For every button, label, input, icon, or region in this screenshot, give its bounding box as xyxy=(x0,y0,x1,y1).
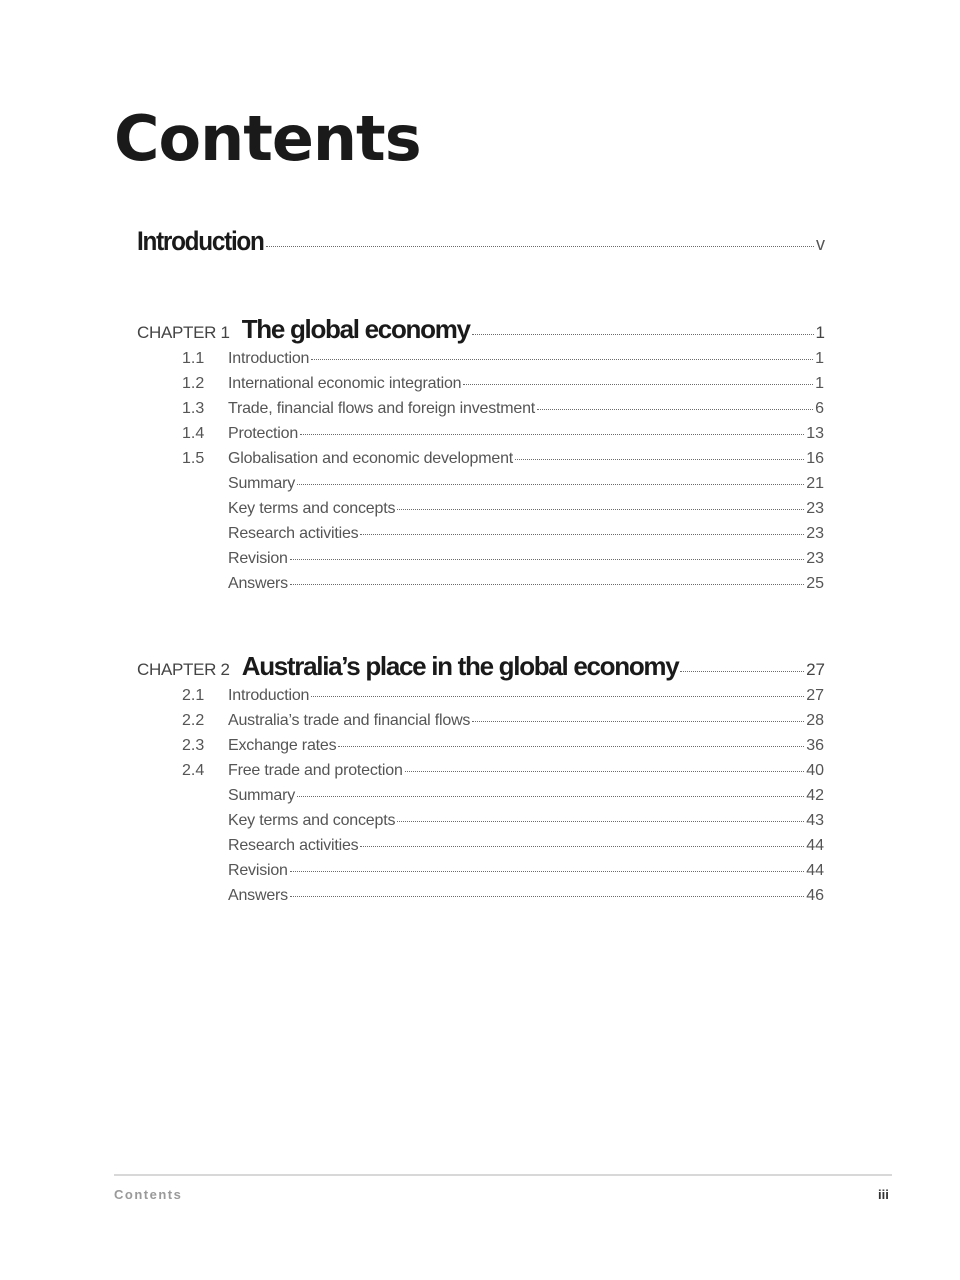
dot-leader xyxy=(290,871,804,872)
entry-page: 44 xyxy=(806,862,824,879)
entry-number: 1.1 xyxy=(182,350,205,367)
entry-label: Revision xyxy=(228,550,288,567)
toc-entry[interactable] xyxy=(182,575,824,593)
dot-leader xyxy=(680,671,804,672)
dot-leader xyxy=(290,896,804,897)
entry-label: Revision xyxy=(228,862,288,879)
dot-leader xyxy=(338,746,804,747)
toc-entry[interactable] xyxy=(182,687,824,705)
entry-page: 42 xyxy=(806,787,824,804)
footer-divider xyxy=(114,1174,892,1176)
toc-entry[interactable] xyxy=(182,550,824,568)
toc-entry[interactable] xyxy=(182,425,824,443)
entry-label: Research activities xyxy=(228,525,359,542)
toc-entry[interactable] xyxy=(182,762,824,780)
dot-leader xyxy=(472,721,804,722)
entry-label: Free trade and protection xyxy=(228,762,403,779)
entry-page: 16 xyxy=(806,450,824,467)
entry-page: 13 xyxy=(806,425,824,442)
chapter-heading[interactable] xyxy=(137,651,825,682)
chapter-title: Australia’s place in the global economy xyxy=(241,651,679,681)
chapter-label: CHAPTER 2 xyxy=(137,660,230,679)
dot-leader xyxy=(515,459,804,460)
toc-entry[interactable] xyxy=(182,812,824,830)
toc-introduction-page: v xyxy=(816,234,825,254)
entry-page: 27 xyxy=(806,687,824,704)
toc-entry[interactable] xyxy=(182,450,824,468)
entry-label: Introduction xyxy=(228,687,310,704)
footer-page-number: iii xyxy=(878,1187,889,1202)
dot-leader xyxy=(537,409,813,410)
entry-number: 1.2 xyxy=(182,375,205,392)
toc-entry[interactable] xyxy=(182,375,824,393)
entry-page: 44 xyxy=(806,837,824,854)
entry-label: Protection xyxy=(228,425,299,442)
chapter-heading[interactable] xyxy=(137,314,825,345)
entry-label: Answers xyxy=(228,575,288,592)
toc-entry[interactable] xyxy=(182,350,824,368)
dot-leader xyxy=(266,246,814,247)
chapter-label: CHAPTER 1 xyxy=(137,323,230,342)
entry-page: 1 xyxy=(815,350,824,367)
entry-label: Globalisation and economic development xyxy=(228,450,514,467)
toc-entry[interactable] xyxy=(182,525,824,543)
entry-label: Research activities xyxy=(228,837,359,854)
toc-entry[interactable] xyxy=(182,712,824,730)
dot-leader xyxy=(360,534,804,535)
entry-number: 1.3 xyxy=(182,400,205,417)
entry-page: 43 xyxy=(806,812,824,829)
footer-section-label: Contents xyxy=(114,1187,183,1202)
entry-number: 1.5 xyxy=(182,450,205,467)
toc-entry[interactable] xyxy=(182,475,824,493)
entry-page: 6 xyxy=(815,400,824,417)
entry-page: 23 xyxy=(806,500,824,517)
toc-entry[interactable] xyxy=(182,400,824,418)
entry-page: 1 xyxy=(815,375,824,392)
entry-page: 46 xyxy=(806,887,824,904)
dot-leader xyxy=(297,484,804,485)
dot-leader xyxy=(290,559,804,560)
entry-page: 40 xyxy=(806,762,824,779)
entry-label: Key terms and concepts xyxy=(228,500,396,517)
toc-introduction-label: Introduction xyxy=(137,226,264,256)
toc-entry[interactable] xyxy=(182,837,824,855)
entry-number: 2.3 xyxy=(182,737,205,754)
dot-leader xyxy=(360,846,804,847)
dot-leader xyxy=(472,334,814,335)
dot-leader xyxy=(397,509,804,510)
chapter-page: 1 xyxy=(815,323,825,342)
entry-number: 2.2 xyxy=(182,712,205,729)
entry-page: 21 xyxy=(806,475,824,492)
page-title: Contents xyxy=(114,102,421,175)
dot-leader xyxy=(311,359,813,360)
entry-number: 2.1 xyxy=(182,687,205,704)
entry-label: International economic integration xyxy=(228,375,462,392)
dot-leader xyxy=(297,796,804,797)
entry-page: 28 xyxy=(806,712,824,729)
chapter-page: 27 xyxy=(806,660,825,679)
dot-leader xyxy=(463,384,813,385)
entry-label: Australia’s trade and financial flows xyxy=(228,712,471,729)
dot-leader xyxy=(300,434,804,435)
entry-page: 25 xyxy=(806,575,824,592)
entry-label: Introduction xyxy=(228,350,310,367)
dot-leader xyxy=(290,584,804,585)
entry-label: Summary xyxy=(228,475,296,492)
toc-entry[interactable] xyxy=(182,887,824,905)
entry-label: Exchange rates xyxy=(228,737,337,754)
entry-label: Trade, financial flows and foreign investment xyxy=(228,400,536,417)
entry-label: Summary xyxy=(228,787,296,804)
entry-label: Answers xyxy=(228,887,288,904)
toc-entry[interactable] xyxy=(182,787,824,805)
entry-page: 23 xyxy=(806,550,824,567)
entry-page: 36 xyxy=(806,737,824,754)
chapter-title: The global economy xyxy=(241,314,470,344)
entry-number: 1.4 xyxy=(182,425,205,442)
dot-leader xyxy=(311,696,804,697)
toc-entry[interactable] xyxy=(182,862,824,880)
entry-label: Key terms and concepts xyxy=(228,812,396,829)
toc-introduction[interactable] xyxy=(137,226,825,257)
entry-page: 23 xyxy=(806,525,824,542)
dot-leader xyxy=(405,771,805,772)
entry-number: 2.4 xyxy=(182,762,205,779)
toc-entry[interactable] xyxy=(182,737,824,755)
toc-entry[interactable] xyxy=(182,500,824,518)
dot-leader xyxy=(397,821,804,822)
